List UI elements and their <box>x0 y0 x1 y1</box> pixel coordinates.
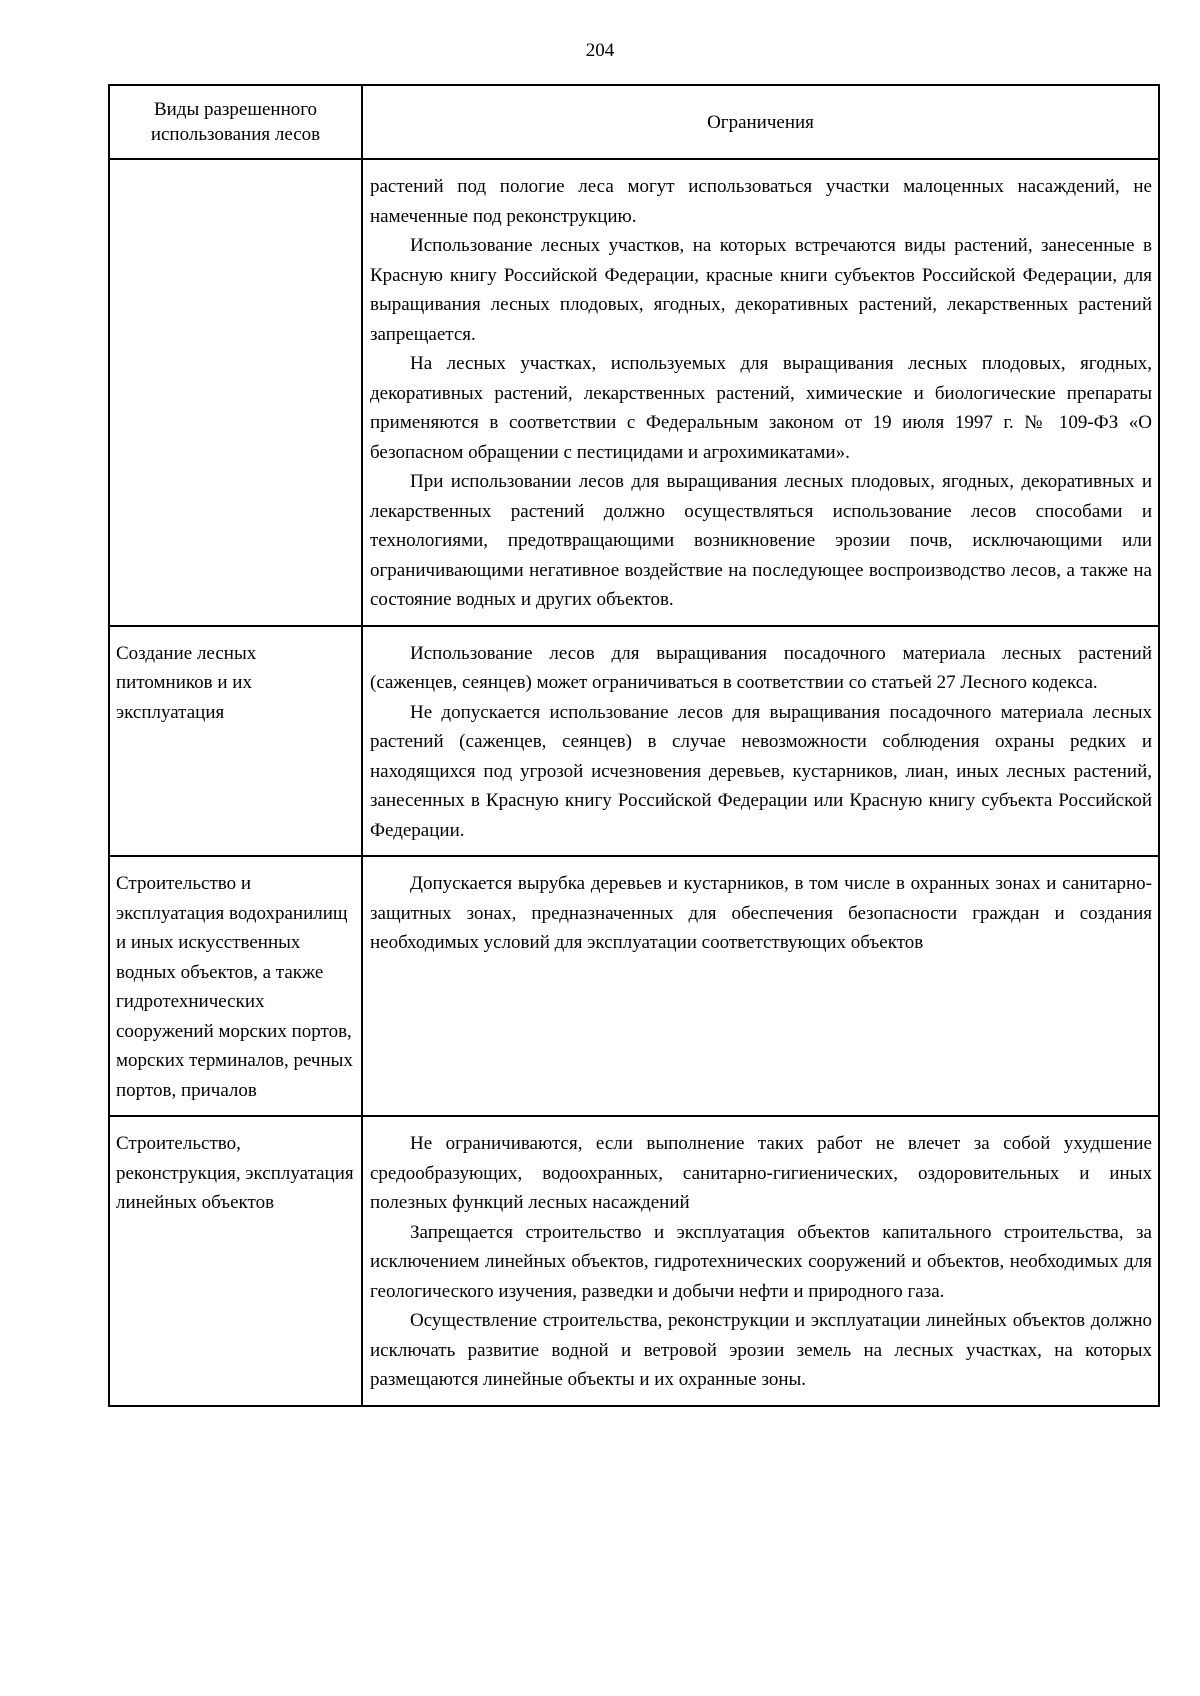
restriction-paragraph: Осуществление строительства, реконструкции и эксплуатации линейных объектов должно исключать развитие водной и ветровой эрозии земель на лесных участках, на которых размещаются линейные объекты и их охранные зоны. <box>370 1310 1152 1390</box>
restrictions-cell <box>362 159 1159 626</box>
usage-type-cell: Создание лесных питомников и их эксплуатация <box>109 626 362 857</box>
restrictions-cell <box>362 856 1159 1116</box>
restriction-paragraph: Запрещается строительство и эксплуатация объектов капитального строительства, за исключением линейных объектов, гидротехнических сооружений и объектов, необходимых для геологического изучения, разведки и добычи нефти и природного газа. <box>370 1221 1152 1302</box>
restriction-paragraph: Допускается вырубка деревьев и кустарников, в том числе в охранных зонах и санитарно-защитных зонах, предназначенных для обеспечения безопасности граждан и создания необходимых условий для эксплуатации соответствующих объектов <box>370 873 1152 953</box>
table-header-row <box>109 85 1159 159</box>
page-number: 204 <box>585 40 615 61</box>
restrictions-table <box>108 84 1160 1407</box>
usage-type-cell: Строительство, реконструкция, эксплуатация линейных объектов <box>109 1116 362 1406</box>
table-row <box>109 1116 1159 1406</box>
restriction-paragraph: Не ограничиваются, если выполнение таких работ не влечет за собой ухудшение средообразующих, водоохранных, санитарно-гигиенических, оздоровительных и иных полезных функций лесных насаждений <box>370 1133 1152 1213</box>
restrictions-cell <box>362 1116 1159 1406</box>
restriction-paragraph: растений под пологие леса могут использоваться участки малоценных насаждений, не намеченные под реконструкцию. <box>370 176 1152 227</box>
usage-type-cell: Строительство и эксплуатация водохранилищ и иных искусственных водных объектов, а также гидротехнических сооружений морских портов, морских терминалов, речных портов, причалов <box>109 856 362 1116</box>
restriction-paragraph: Использование лесов для выращивания посадочного материала лесных растений (саженцев, сеянцев) может ограничиваться в соответствии со статьей 27 Лесного кодекса. <box>370 642 1152 693</box>
table-row <box>109 159 1159 626</box>
restriction-paragraph: При использовании лесов для выращивания лесных плодовых, ягодных, декоративных и лекарственных растений должно осуществляться использование лесов способами и технологиями, предотвращающими возникновение эрозии почв, исключающими или ограничивающими негативное воздействие на последующее воспроизводство лесов, а также на состояние водных и других объектов. <box>370 471 1152 610</box>
restrictions-cell <box>362 626 1159 857</box>
restriction-paragraph: Не допускается использование лесов для выращивания посадочного материала лесных растений (саженцев, сеянцев) в случае невозможности соблюдения охраны редких и находящихся под угрозой исчезновения деревьев, кустарников, лиан, иных лесных растений, занесенных в Красную книгу Российской Федерации или Красную книгу субъекта Российской Федерации. <box>370 701 1152 841</box>
restriction-paragraph: На лесных участках, используемых для выращивания лесных плодовых, ягодных, декоративных растений, лекарственных растений, химические и биологические препараты применяются в соответствии с Федеральным законом от 19 июля 1997 г. № 109-ФЗ «О безопасном обращении с пестицидами и агрохимикатами». <box>370 353 1152 463</box>
header-usage-types: Виды разрешенного использования лесов <box>109 85 362 159</box>
header-restrictions: Ограничения <box>362 85 1159 159</box>
usage-type-cell <box>109 159 362 626</box>
restriction-paragraph: Использование лесных участков, на которых встречаются виды растений, занесенные в Красную книгу Российской Федерации, красные книги субъектов Российской Федерации, для выращивания лесных плодовых, ягодных, декоративных растений, лекарственных растений запрещается. <box>370 235 1152 345</box>
table-row <box>109 856 1159 1116</box>
table-row <box>109 626 1159 857</box>
